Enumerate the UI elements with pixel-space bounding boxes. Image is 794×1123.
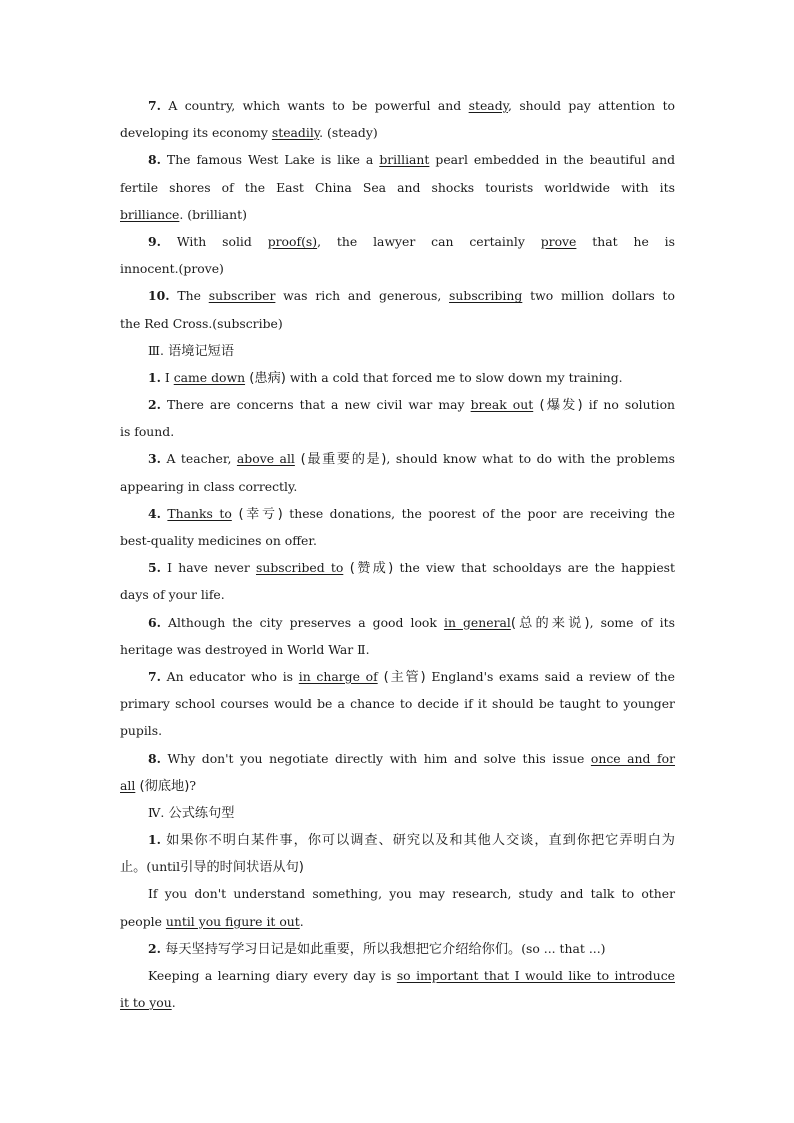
answer-blank: until you figure it out: [165, 913, 300, 929]
worksheet-page: [120, 92, 675, 1016]
answer-blank: came down: [173, 369, 246, 385]
phrase-5-line-2: days of your life.: [120, 587, 225, 603]
phrase-5-line-1: 5. I have never subscribed to (赞成) the view that schooldays are the happiest: [148, 560, 675, 577]
phrase-2-line-2: is found.: [120, 424, 175, 440]
pattern-1-line-4: people until you figure it out.: [120, 913, 304, 929]
answer-blank: in general: [443, 614, 511, 630]
phrase-1-line-1: 1. I came down (患病) with a cold that forced me to slow down my training.: [148, 369, 623, 386]
phrase-8-line-1: 8. Why don't you negotiate directly with him and solve this issue once and for: [148, 750, 675, 766]
phrase-6-line-2: heritage was destroyed in World War Ⅱ.: [120, 641, 370, 657]
pattern-1-line-2: 止。(until引导的时间状语从句): [120, 859, 304, 876]
pattern-2-line-3: it to you.: [120, 995, 176, 1011]
section-3-heading: Ⅲ. 语境记短语: [148, 342, 235, 359]
answer-blank: prove: [540, 233, 577, 249]
answer-blank: steadily: [271, 125, 320, 141]
phrase-4-line-2: best-quality medicines on offer.: [120, 533, 317, 548]
exercise-9-line-2: innocent.(prove): [120, 261, 224, 277]
answer-blank: steady: [468, 98, 508, 113]
exercise-10-line-2: the Red Cross.(subscribe): [120, 315, 283, 331]
answer-blank: it to you: [120, 995, 172, 1011]
phrase-6-line-1: 6. Although the city preserves a good look in general(总的来说), some of its: [148, 614, 675, 631]
phrase-3-line-1: 3. A teacher, above all (最重要的是), should know what to do with the problems: [148, 451, 675, 468]
pattern-1-line-3: If you don't understand something, you may research, study and talk to other: [148, 886, 675, 902]
phrase-4-line-1: 4. Thanks to (幸亏) these donations, the poorest of the poor are receiving the: [148, 505, 675, 522]
phrase-7-line-1: 7. An educator who is in charge of (主管) England's exams said a review of the: [148, 668, 675, 685]
phrase-3-line-2: appearing in class correctly.: [120, 478, 298, 494]
answer-blank: subscribed to: [255, 560, 344, 576]
exercise-9-line-1: 9. With solid proof(s), the lawyer can certainly prove that he is: [148, 233, 675, 249]
answer-blank: Thanks to: [167, 505, 232, 521]
exercise-7-line-2: developing its economy steadily. (steady): [120, 125, 378, 141]
phrase-8-line-2: all (彻底地)?: [120, 777, 197, 794]
answer-blank: brilliant: [379, 152, 430, 168]
answer-blank: break out: [470, 397, 534, 413]
exercise-8-line-1: 8. The famous West Lake is like a brilliant pearl embedded in the beautiful and: [148, 152, 676, 168]
pattern-2-line-1: 2. 每天坚持写学习日记是如此重要，所以我想把它介绍给你们。(so ... that ...): [148, 940, 606, 957]
exercise-8-line-2: fertile shores of the East China Sea and shocks tourists worldwide with its: [120, 179, 675, 195]
answer-blank: above all: [236, 451, 295, 467]
phrase-7-line-3: pupils.: [120, 723, 163, 739]
pattern-1-line-1: 1. 如果你不明白某件事，你可以调查、研究以及和其他人交谈，直到你把它弄明白为: [148, 832, 675, 849]
answer-blank: all: [120, 777, 136, 793]
section-4-heading: Ⅳ. 公式练句型: [148, 804, 235, 821]
phrase-7-line-2: primary school courses would be a chance to decide if it should be taught to younger: [120, 696, 675, 712]
exercise-8-line-3: brilliance. (brilliant): [120, 206, 247, 222]
pattern-2-line-2: Keeping a learning diary every day is so important that I would like to introduce: [148, 968, 675, 983]
answer-blank: in charge of: [298, 668, 378, 684]
answer-blank: once and for: [590, 750, 675, 766]
answer-blank: so important that I would like to introduce: [396, 968, 675, 983]
exercise-10-line-1: 10. The subscriber was rich and generous, subscribing two million dollars to: [148, 288, 675, 304]
answer-blank: proof(s): [267, 233, 318, 249]
answer-blank: brilliance: [120, 206, 180, 222]
answer-blank: subscribing: [449, 288, 523, 304]
exercise-7-line-1: 7. A country, which wants to be powerful and steady, should pay attention to: [148, 98, 676, 113]
answer-blank: subscriber: [208, 288, 276, 304]
phrase-2-line-1: 2. There are concerns that a new civil war may break out (爆发) if no solution: [148, 397, 676, 414]
